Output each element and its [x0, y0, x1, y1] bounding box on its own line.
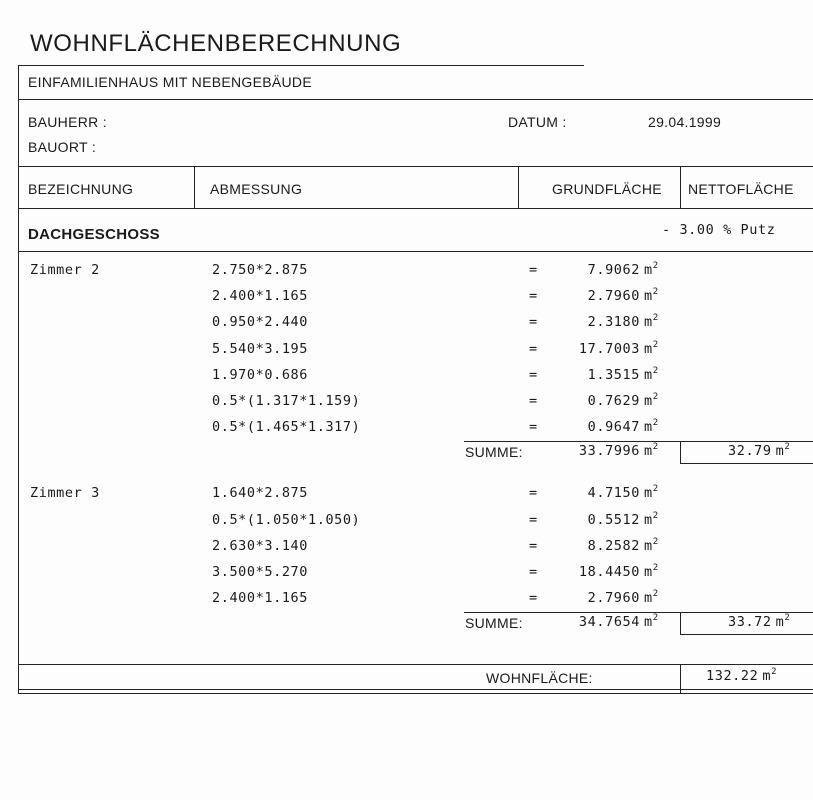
- floor-divider: [18, 251, 813, 252]
- area-number: 0.5512: [587, 511, 640, 528]
- subtitle-divider: [18, 99, 813, 100]
- area-value: [548, 538, 659, 554]
- sum-number: 33.7996: [578, 443, 640, 460]
- area-value: [548, 485, 659, 501]
- net-underline: [680, 634, 813, 635]
- dimension-formula: 0.5*(1.465*1.317): [212, 419, 361, 436]
- total-value-number: 132.22: [706, 668, 759, 684]
- room-name: Zimmer 3: [30, 485, 100, 502]
- sum-unit: $m^2$: [644, 442, 659, 460]
- sum-label: SUMME:: [465, 615, 523, 632]
- area-number: 0.7629: [587, 393, 640, 409]
- area-value: [548, 512, 659, 528]
- area-unit: $m^2$: [644, 339, 659, 357]
- net-value: [728, 443, 790, 459]
- equals-sign: =: [529, 288, 538, 305]
- area-unit: $m^2$: [644, 287, 659, 305]
- equals-sign: =: [529, 485, 538, 502]
- area-unit: $m^2$: [644, 365, 659, 383]
- total-label: WOHNFLÄCHE:: [486, 670, 593, 686]
- net-value: [728, 614, 790, 630]
- equals-sign: =: [529, 564, 538, 580]
- col-sep-1: [194, 166, 195, 209]
- dimension-formula: 3.500*5.270: [212, 564, 309, 580]
- col-header-nettoflaeche: [688, 181, 813, 197]
- col-header-abmessung: ABMESSUNG: [210, 181, 303, 197]
- equals-sign: =: [529, 419, 538, 436]
- area-value: [548, 393, 659, 409]
- floor-name: DACHGESCHOSS: [28, 226, 160, 243]
- area-unit: $m^2$: [644, 589, 659, 607]
- area-unit: $m^2$: [644, 313, 659, 331]
- dimension-formula: 0.5*(1.317*1.159): [212, 393, 361, 409]
- project-subtitle: EINFAMILIENHAUS MIT NEBENGEBÄUDE: [28, 74, 312, 90]
- equals-sign: =: [529, 537, 538, 554]
- document-title: WOHNFLÄCHENBERECHNUNG: [30, 30, 402, 57]
- equals-sign: =: [529, 262, 538, 278]
- area-number: 2.3180: [587, 314, 640, 331]
- equals-sign: =: [529, 314, 538, 331]
- sum-label: SUMME:: [465, 444, 523, 461]
- sum-value: [548, 443, 659, 459]
- equals-sign: =: [529, 366, 538, 383]
- net-unit: $m^2$: [775, 442, 791, 460]
- area-number: 0.9647: [587, 419, 640, 436]
- col-header-nettoflaeche-text: NETTOFLÄCHE: [688, 181, 794, 197]
- area-value: [548, 590, 659, 606]
- area-value: [548, 314, 659, 330]
- area-number: 8.2582: [587, 537, 640, 554]
- room-name: Zimmer 2: [30, 262, 100, 278]
- area-number: 2.7960: [587, 288, 640, 305]
- sum-value: [548, 614, 659, 630]
- frame-left: [18, 65, 19, 693]
- col-sep-2: [518, 166, 519, 209]
- area-value: [548, 341, 659, 357]
- dimension-formula: 0.5*(1.050*1.050): [212, 511, 361, 528]
- dimension-formula: 1.640*2.875: [212, 485, 309, 502]
- net-number: 33.72: [728, 614, 772, 631]
- area-value: [548, 288, 659, 304]
- area-unit: $m^2$: [644, 261, 659, 278]
- area-number: 2.7960: [587, 590, 640, 607]
- area-unit: $m^2$: [644, 418, 659, 436]
- sum-unit: $m^2$: [644, 613, 659, 631]
- sum-col-sep: [680, 441, 681, 463]
- area-number: 17.7003: [578, 340, 640, 357]
- area-value: [548, 419, 659, 435]
- area-unit: $m^2$: [644, 563, 659, 580]
- datum-label: DATUM :: [508, 114, 567, 130]
- dimension-formula: 0.950*2.440: [212, 314, 309, 331]
- total-top-line: [18, 664, 813, 665]
- area-number: 1.3515: [587, 366, 640, 383]
- sum-col-sep: [680, 612, 681, 634]
- sum-number: 34.7654: [578, 614, 640, 631]
- net-underline: [680, 463, 813, 464]
- equals-sign: =: [529, 393, 538, 409]
- col-header-grundflaeche: GRUNDFLÄCHE: [552, 181, 662, 197]
- total-value: [706, 668, 777, 684]
- area-unit: $m^2$: [644, 510, 659, 528]
- area-number: 18.4450: [578, 564, 640, 580]
- floor-deduction: - 3.00 % Putz: [662, 222, 776, 238]
- bottom-line-2: [18, 693, 813, 694]
- area-number: 7.9062: [587, 262, 640, 278]
- dimension-formula: 2.750*2.875: [212, 262, 309, 278]
- dimension-formula: 1.970*0.686: [212, 366, 309, 383]
- equals-sign: =: [529, 340, 538, 357]
- area-unit: $m^2$: [644, 392, 659, 409]
- dimension-formula: 2.400*1.165: [212, 288, 309, 305]
- equals-sign: =: [529, 590, 538, 607]
- area-unit: $m^2$: [644, 484, 659, 502]
- header-divider: [18, 166, 813, 167]
- area-unit: $m^2$: [644, 536, 659, 554]
- area-number: 4.7150: [587, 485, 640, 502]
- col-header-bezeichnung: BEZEICHNUNG: [28, 181, 134, 197]
- area-value: [548, 564, 659, 580]
- bauherr-label: BAUHERR :: [28, 114, 107, 130]
- dimension-formula: 2.630*3.140: [212, 537, 309, 554]
- bauort-label: BAUORT :: [28, 139, 97, 155]
- total-unit: $m^2$: [762, 667, 778, 684]
- datum-value: 29.04.1999: [648, 114, 722, 130]
- net-number: 32.79: [728, 443, 772, 460]
- title-underline: [18, 65, 584, 66]
- dimension-formula: 5.540*3.195: [212, 340, 309, 357]
- column-header-divider: [18, 208, 813, 209]
- equals-sign: =: [529, 511, 538, 528]
- net-unit: $m^2$: [775, 613, 791, 631]
- area-value: [548, 367, 659, 383]
- col-sep-3: [680, 166, 681, 209]
- dimension-formula: 2.400*1.165: [212, 590, 309, 607]
- area-value: [548, 262, 659, 278]
- bottom-line-1: [18, 689, 813, 690]
